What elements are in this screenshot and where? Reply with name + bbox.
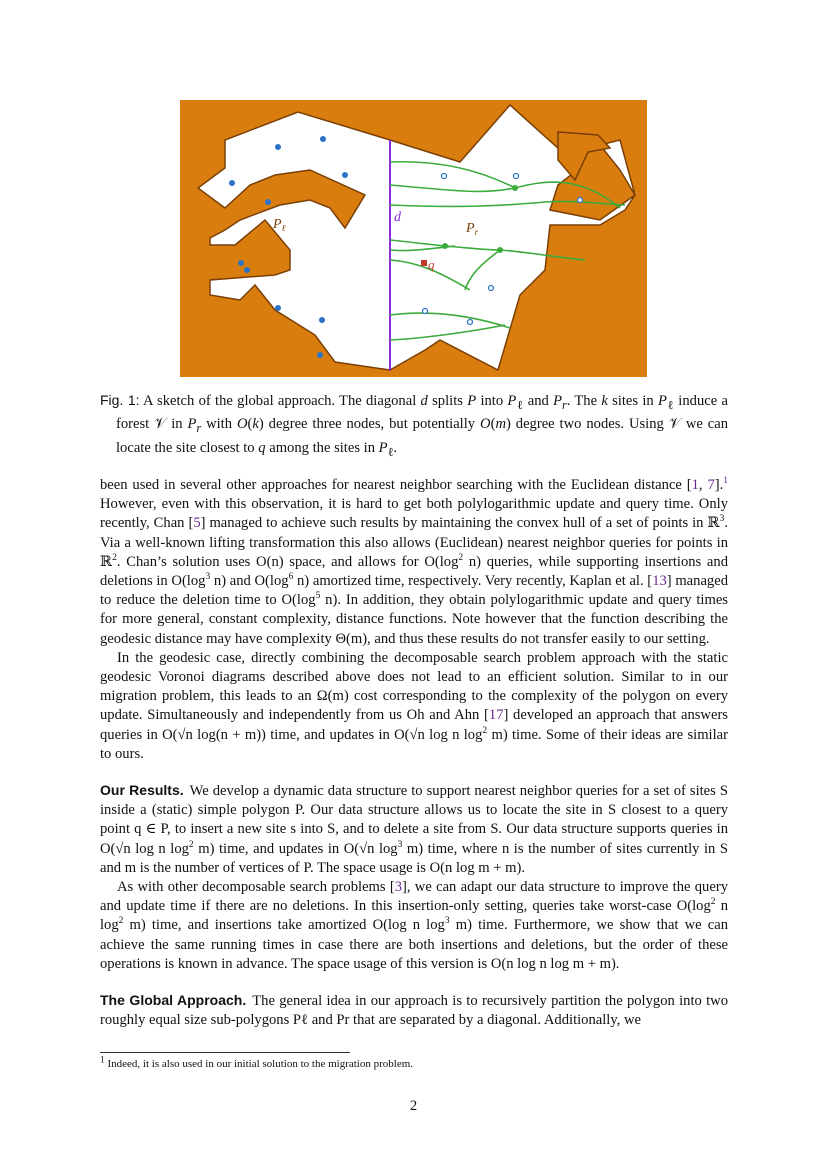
citation-link[interactable]: 1 (691, 477, 699, 493)
label-p-right: $P_r$ (466, 221, 479, 237)
paragraph-2: In the geodesic case, directly combining the decomposable search problem approach with the static geodesic Voronoi diagrams described above does not lead to an efficient solution. Similar to in our migration problem, this leads to an Ω(m) cost corresponding to the complexity of the polygon on every update. Simultaneously and independently from us Oh and Ahn [17] developed an approach that answers queries in O(√n log(n + m)) time, and updates in O(√n log n $\log^2 m$) time. Some of their ideas are similar to ours. (100, 649, 728, 762)
figure-caption (100, 391, 728, 462)
label-d: d (394, 210, 401, 225)
figure-global-approach (180, 100, 647, 377)
site (320, 136, 326, 142)
citation-link[interactable]: 17 (488, 707, 504, 724)
degree-three-node (512, 185, 518, 191)
label-q: q (428, 257, 435, 272)
footnote-text: Indeed, it is also used in our initial solution to the migration problem. (107, 1058, 414, 1070)
site (578, 198, 583, 203)
paragraph-1: been used in several other approaches for nearest neighbor searching with the Euclidean distance [1, 7].$^1$ However, even with this observation, it is hard to get both polylogarithmic update and query time. Only recently, Chan [5] managed to achieve such results by maintaining the convex hull of a set of points in ℝ$^3$. Via a well-known lifting transformation this also allows (Euclidean) nearest neighbor queries for points in ℝ$^2$. Chan’s solution uses O(n) space, and allows for $O(\log^2$ n) queries, while supporting insertions and deletions in $O(\log^3$ n) and $O(\log^6$ n) amortized time, respectively. Very recently, Kaplan et al. [13] managed to reduce the deletion time to $O(\log^5$ n). In addition, they obtain polylogarithmic update and query times for more general, constant complexity, distance functions. Note however that the function describing the geodesic distance may have complexity Θ(m), and thus these results do not transfer easily to our setting. (100, 476, 729, 647)
site (275, 144, 281, 150)
citation-link[interactable]: 5 (193, 515, 201, 532)
label-p-left: $P_\ell$ (273, 217, 286, 233)
site (489, 286, 494, 291)
caption-text: Fig. 1: A sketch of the global approach. The diagonal d splits P into $P_\ell$ and $P_r$. The k sites in $P_\ell$ induce a forest 𝒱 in $P_r$ with O(k) degree three nodes, but potentially O(m) degree two nodes. Using 𝒱 we can locate the site closest to q among the sites in $P_\ell$. (100, 392, 729, 459)
query-point (421, 260, 427, 266)
site (229, 180, 235, 186)
paragraph-our-results: Our Results. We develop a dynamic data structure to support nearest neighbor queries for a set of sites S inside a (static) simple polygon P. Our data structure allows us to locate the site in S closest to a query point q ∈ P, to insert a new site s into S, and to delete a site from S. Our data structure supports queries in O(√n log n $\log^2 m$) time, and updates in O(√n $\log^3 m$) time, where n is the number of sites currently in S and m is the number of vertices of P. The space usage is O(n log m + m). (100, 782, 728, 876)
site (317, 352, 323, 358)
site (423, 309, 428, 314)
degree-three-node (442, 243, 448, 249)
section-heading-global-approach: The Global Approach. (100, 992, 247, 1009)
site (275, 305, 281, 311)
site (342, 172, 348, 178)
site (442, 174, 447, 179)
footnote-number: 1 (100, 1055, 105, 1066)
caption-label: Fig. 1: (100, 392, 140, 408)
paragraph-4: As with other decomposable search problems [3], we can adapt our data structure to improve the query and update time if there are no deletions. In this insertion-only setting, queries take worst-case $O(\log^2$ n $\log^2 m$) time, and insertions take amortized O(log n $\log^3 m$) time. Furthermore, we show that we can achieve the same running times in case there are both insertions and deletions, but the order of these operations is known in advance. The space usage of this version is O(n log n log m + m). (100, 879, 729, 972)
site (319, 317, 325, 323)
figure-canvas (180, 100, 647, 377)
site (244, 267, 250, 273)
footnote-rule (100, 1052, 350, 1053)
citation-link[interactable]: 13 (652, 573, 667, 590)
footnote-mark[interactable]: 1 (723, 476, 728, 487)
page-number: 2 (409, 1098, 418, 1114)
citation-link[interactable]: 7 (707, 477, 715, 493)
site (514, 174, 519, 179)
section-heading-our-results: Our Results. (100, 782, 184, 799)
degree-three-node (497, 247, 503, 253)
footnote (100, 1052, 728, 1071)
site (238, 260, 244, 266)
site (265, 199, 271, 205)
paragraph-global-approach: The Global Approach. The general idea in our approach is to recursively partition the polygon into two roughly equal size sub-polygons Pℓ and Pr that are separated by a diagonal. Additionally, we (100, 992, 728, 1029)
body-text (100, 476, 728, 1030)
site (468, 320, 473, 325)
citation-link[interactable]: 3 (394, 879, 403, 896)
